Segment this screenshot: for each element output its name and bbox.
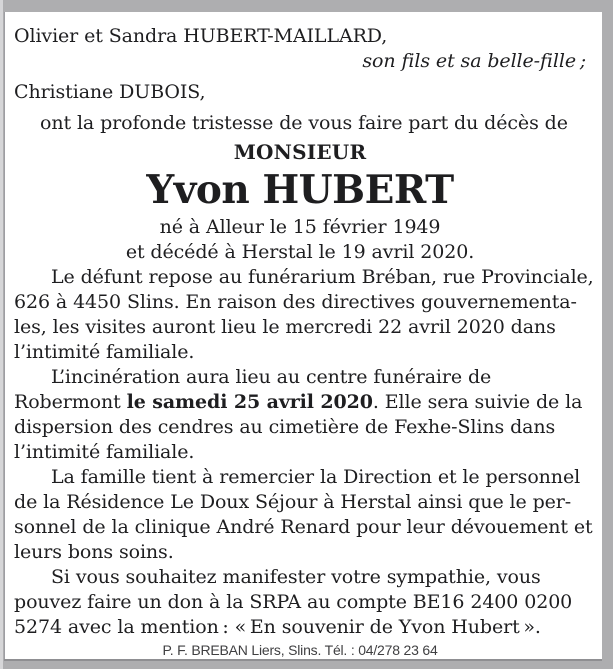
notice-body-paragraphs — [14, 265, 594, 640]
relation-line: son fils et sa belle-fille ; — [362, 50, 586, 72]
body-text: 626 à 4450 Slins. En raison des directives gouvernementa- — [14, 291, 577, 313]
body-line — [14, 440, 586, 465]
body-line — [14, 365, 586, 390]
civility-title: MONSIEUR — [233, 140, 367, 164]
birth-line: né à Alleur le 15 février 1949 — [159, 216, 441, 238]
body-text: 5274 avec la mention : « En souvenir de Yvon Hubert ». — [14, 616, 541, 638]
body-text: les, les visites auront lieu le mercredi 22 avril 2020 dans — [14, 316, 556, 338]
body-text: Si vous souhaitez manifester votre sympathie, vous — [51, 566, 541, 588]
emphasized-date-text: le samedi 25 avril 2020 — [126, 391, 373, 413]
obituary-notice-card — [4, 12, 602, 659]
body-line — [14, 265, 594, 290]
body-line — [14, 390, 586, 415]
body-line — [14, 340, 586, 365]
funeral-home-contact-line: P. F. BREBAN Liers, Slins. Tél. : 04/278 23 64 — [162, 642, 438, 658]
deceased-name: Yvon HUBERT — [146, 167, 454, 213]
body-line — [14, 490, 586, 515]
announcer-names-line-1: Olivier et Sandra HUBERT-MAILLARD, — [14, 25, 388, 47]
body-line — [14, 615, 586, 640]
body-text: pouvez faire un don à la SRPA au compte BE16 2400 0200 — [14, 591, 573, 613]
body-text: sonnel de la clinique André Renard pour leur dévouement et — [14, 516, 593, 538]
body-line — [14, 540, 586, 565]
body-line — [14, 315, 586, 340]
death-line: et décédé à Herstal le 19 avril 2020. — [125, 241, 475, 263]
body-text: dispersion des cendres au cimetière de Fexhe-Slins dans — [14, 416, 556, 438]
body-text: l’intimité familiale. — [14, 441, 195, 463]
body-line — [14, 415, 586, 440]
announcement-line: ont la profonde tristesse de vous faire part du décès de — [40, 112, 568, 134]
body-text: l’intimité familiale. — [14, 341, 195, 363]
body-text: . Elle sera suivie de la — [372, 391, 583, 413]
body-text: L’incinération aura lieu au centre funéraire de — [51, 366, 492, 388]
scan-left-strip — [0, 0, 3, 669]
body-paragraph-4 — [14, 565, 586, 640]
body-paragraph-1 — [14, 265, 594, 365]
body-line — [14, 590, 586, 615]
body-text: Le défunt repose au funérarium Bréban, rue Provinciale, — [51, 266, 594, 288]
body-paragraph-2 — [14, 365, 586, 465]
announcer-names-line-2: Christiane DUBOIS, — [14, 81, 206, 103]
body-text: Robermont — [14, 391, 127, 413]
body-text: de la Résidence Le Doux Séjour à Herstal ainsi que le per- — [14, 491, 572, 513]
body-line — [14, 515, 593, 540]
body-line — [14, 565, 586, 590]
body-line — [14, 290, 586, 315]
body-line — [14, 465, 586, 490]
body-paragraph-3 — [14, 465, 593, 565]
body-text: leurs bons soins. — [14, 541, 174, 563]
body-text: La famille tient à remercier la Direction et le personnel — [51, 466, 581, 488]
